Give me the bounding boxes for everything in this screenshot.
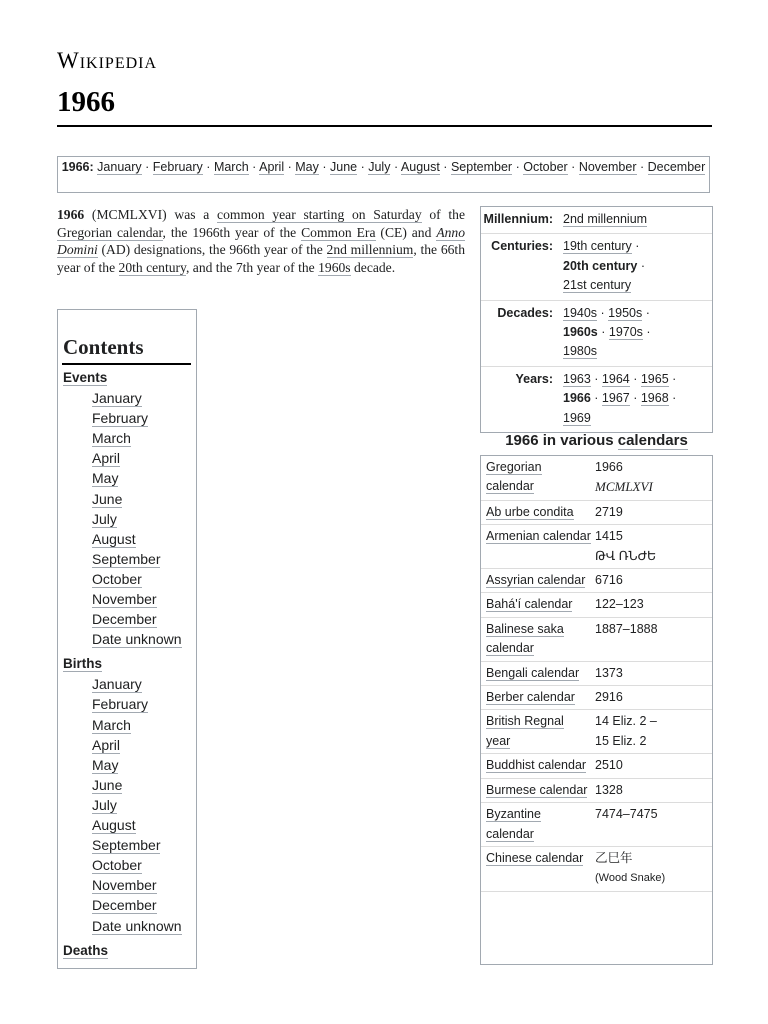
monthnav-link-6[interactable]: July [368,160,391,174]
calendar-value: 2719 [595,504,623,519]
calendar-name-link[interactable]: Balinese saka calendar [486,621,564,656]
infobox-row-years: Years: 1963 · 1964 · 1965 · 1966 · 1967 · 1968 · 1969 [481,367,712,432]
monthnav-link-2[interactable]: March [213,160,249,174]
link-20th-century[interactable]: 20th century [118,259,186,275]
separator-dot: · [284,160,292,174]
link-gregorian-calendar[interactable]: Gregorian calendar [57,224,163,240]
infobox-label: Decades: [497,305,553,320]
toc-subsection-link[interactable]: April [92,450,121,467]
toc-subsection-link[interactable]: December [92,897,157,914]
current-century: 20th century [563,258,638,273]
toc-subsection-link[interactable]: February [92,410,149,427]
separator-dot: · [141,160,150,174]
toc-subsection-link[interactable]: Date unknown [92,917,182,934]
calendar-row [481,525,712,569]
toc-subsection-link[interactable]: Date unknown [92,631,182,648]
toc-subsection-link[interactable]: June [92,776,123,793]
infobox-row-centuries: Centuries: 19th century · 20th century · 21st century [481,234,712,300]
calendar-row [481,779,712,803]
calendar-value: 7474–7475 [595,807,658,822]
toc-subsection-link[interactable]: March [92,716,131,733]
toc-subsection-link[interactable]: October [92,570,142,587]
toc-section-link[interactable]: Births [63,656,103,672]
calendar-value: 1373 [595,665,623,680]
infobox-row-decades: Decades: 1940s · 1950s · 1960s · 1970s · 1980s [481,301,712,367]
intro-text: decade. [350,259,396,275]
calendar-value: 122–123 [595,597,644,612]
intro-text: (CE) and [375,224,437,240]
toc-subsection-link[interactable]: July [92,796,117,813]
link-decade[interactable]: 1980s [563,344,598,359]
calendar-row [481,662,712,686]
monthnav-link-4[interactable]: May [295,160,319,174]
calendar-value-secondary: ԹՎ ՌՆԺԵ [595,548,657,563]
calendar-value: 6716 [595,573,623,588]
wikipedia-logo[interactable]: Wikipedia [57,48,158,73]
calendar-name-link[interactable]: Chinese calendar [486,850,584,865]
toc-subsection-link[interactable]: January [92,676,142,693]
link-1960s[interactable]: 1960s [318,259,351,275]
calendar-row [481,456,712,501]
separator-dot: · [636,160,645,174]
intro-text: , the 1966th year of the [162,224,302,240]
monthnav-link-8[interactable]: September [450,160,513,174]
monthnav-link-9[interactable]: October [523,160,568,174]
separator-dot: · [567,160,576,174]
intro-text: (AD) designations, the 966th year of the [97,242,327,258]
toc-divider [62,363,191,365]
toc-section-link[interactable]: Events [63,370,108,385]
intro-paragraph [57,206,465,276]
intro-text: (MCMLXVI) was a [84,207,218,222]
monthnav-link-3[interactable]: April [259,160,285,174]
infobox-label: Centuries: [491,239,553,254]
separator-dot: · [318,160,327,174]
title-divider [57,125,712,127]
calendar-name-link[interactable]: Bengali calendar [486,665,580,680]
separator-dot: · [512,160,520,174]
calendar-name-link[interactable]: Berber calendar [486,690,575,705]
intro-text: , the 66th year of the [57,242,465,275]
separator-dot: · [439,160,448,174]
toc-subsection-link[interactable]: December [92,611,157,628]
link-decade[interactable]: 1940s [563,305,598,320]
calendar-row [481,686,712,710]
toc-subsection-link[interactable]: January [92,390,142,406]
calendar-value: 乙巳年 [595,850,633,865]
toc-subsection-link[interactable]: May [92,756,119,773]
calendar-value-secondary: 15 Eliz. 2 [595,733,647,748]
infobox-row-millennium [481,207,712,234]
link-year[interactable]: 1967 [601,391,630,406]
toc-subsection-link[interactable]: November [92,877,157,894]
link-common-year[interactable]: common year starting on Saturday [217,207,422,222]
calendar-name-link[interactable]: Assyrian calendar [486,573,586,588]
monthnav-link-1[interactable]: February [152,160,203,174]
year-infobox [480,206,713,433]
calendar-row [481,754,712,778]
toc-section-link[interactable]: Deaths [63,942,109,958]
calendar-value-secondary: (Wood Snake) [595,872,666,885]
calendar-value-secondary: MCMLXVI [595,479,653,495]
infobox-label: Millennium: [483,212,553,226]
calendar-value: 1887–1888 [595,621,658,636]
separator-dot: · [248,160,257,174]
toc-subsection-link[interactable]: June [92,490,123,507]
infobox-label: Years: [515,371,553,386]
calendar-name-link[interactable]: Bahá'í calendar [486,597,573,612]
calendar-name-link[interactable]: British Regnal year [486,714,564,748]
calendar-value: 2510 [595,758,623,773]
toc-subsection-link[interactable]: August [92,530,136,547]
monthnav-link-7[interactable]: August [400,160,440,174]
table-of-contents [57,309,197,969]
current-decade: 1960s [563,325,598,340]
calendar-row [481,593,712,617]
calendar-row [481,501,712,525]
calendar-value: 14 Eliz. 2 – [595,714,657,729]
toc-subsection-link[interactable]: July [92,510,117,527]
toc-subsection-link[interactable]: April [92,736,121,753]
link-decade[interactable]: 1950s [608,305,643,320]
link-year[interactable]: 1968 [640,391,669,406]
separator-dot: · [202,160,211,174]
calendars-heading [480,432,713,449]
calendar-row [481,847,712,892]
monthnav-link-11[interactable]: December [647,160,706,174]
calendar-row [481,618,712,662]
link-year[interactable]: 1963 [563,371,591,386]
link-calendars[interactable]: calendars [617,432,688,449]
intro-text: , and the 7th year of the [185,259,319,275]
link-year[interactable]: 1969 [563,410,591,425]
link-decade[interactable]: 1970s [608,325,643,340]
link-common-era[interactable]: Common Era [301,224,376,240]
toc-subsection-link[interactable]: March [92,430,131,447]
toc-title: Contents [63,335,144,359]
intro-text: of the [421,207,466,222]
toc-subsection-link[interactable]: October [92,857,142,874]
link-century[interactable]: 21st century [563,278,632,293]
calendar-value: 1328 [595,782,623,797]
page-title: 1966 [57,86,115,118]
month-navigation [57,156,710,193]
calendar-value: 1966 [595,460,623,474]
monthnav-link-5[interactable]: June [330,160,358,174]
link-century[interactable]: 19th century [563,239,632,254]
separator-dot: · [390,160,399,174]
calendars-heading-text: 1966 in various [505,432,618,449]
toc-subsection-link[interactable]: February [92,696,149,713]
link-anno-domini[interactable]: Anno Domini [57,224,466,258]
link-2nd-millennium[interactable]: 2nd millennium [326,242,414,258]
toc-subsection-link[interactable]: September [92,837,161,854]
link-year[interactable]: 1964 [601,371,630,386]
calendar-value: 1415 [595,529,623,544]
calendar-name-link[interactable]: Ab urbe condita [486,504,574,519]
intro-year: 1966 [57,207,85,222]
calendar-name-link[interactable]: Armenian calendar [486,529,591,544]
calendar-name-link[interactable]: Byzantine calendar [486,807,541,841]
toc-subsection-link[interactable]: November [92,591,157,607]
calendar-value: 2916 [595,690,623,705]
calendar-name-link[interactable]: Buddhist calendar [486,758,587,773]
calendar-row [481,569,712,593]
monthnav-link-0[interactable]: January [97,160,142,174]
monthnav-link-10[interactable]: November [578,160,637,174]
toc-subsection-link[interactable]: September [92,550,161,567]
link-millennium[interactable]: 2nd millennium [563,212,648,226]
calendars-table [480,455,713,965]
separator-dot: · [357,160,365,174]
calendar-name-link[interactable]: Burmese calendar [486,782,588,797]
current-year: 1966 [563,391,591,406]
toc-subsection-link[interactable]: August [92,817,136,833]
calendar-row [481,803,712,847]
toc-subsection-link[interactable]: May [92,470,119,487]
calendar-row [481,710,712,754]
monthnav-label: 1966: [61,160,94,174]
calendar-name-link[interactable]: Gregorian calendar [486,460,542,494]
link-year[interactable]: 1965 [640,371,669,386]
